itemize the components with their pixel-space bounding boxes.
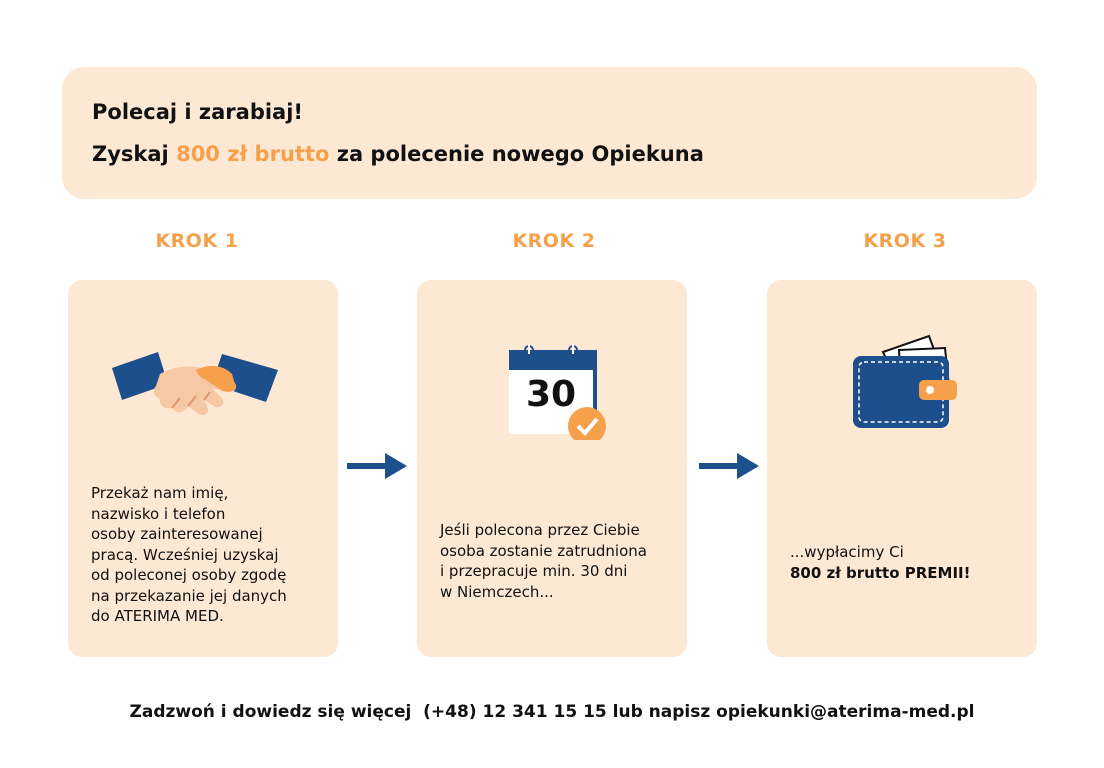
calendar-day: 30: [525, 374, 577, 415]
arrow-right-icon: [699, 452, 759, 480]
step-3-title: KROK 3: [863, 230, 947, 252]
step-3-text: [790, 542, 970, 583]
header-subtitle-prefix: Zyskaj: [92, 142, 169, 166]
step-1-text: Przekaż nam imię, nazwisko i telefon osoby zainteresowanej pracą. Wcześniej uzyskaj od poleconej osoby zgodę na przekazanie jej danych do ATERIMA MED.: [91, 484, 287, 625]
header-banner: [62, 67, 1037, 199]
footer-contact: Zadzwoń i dowiedz się więcej (+48) 12 341 15 15 lub napisz opiekunki@aterima-med.pl: [129, 702, 975, 722]
header-subtitle-suffix: za polecenie nowego Opiekuna: [336, 142, 704, 166]
step-3-text-bonus: 800 zł brutto PREMII!: [790, 563, 971, 582]
step-2-card: [417, 280, 687, 657]
step-2-title: KROK 2: [512, 230, 596, 252]
step-2-text: Jeśli polecona przez Ciebie osoba zostanie zatrudniona i przepracuje min. 30 dni w Niemczech...: [440, 521, 647, 601]
arrow-right-icon: [347, 452, 407, 480]
step-1-title: KROK 1: [155, 230, 239, 252]
step-1-card: [68, 280, 338, 657]
handshake-icon: [108, 348, 288, 428]
header-amount: 800 zł brutto: [176, 142, 330, 166]
wallet-icon: [849, 332, 959, 432]
step-3-text-prefix: ...wypłacimy Ci: [790, 543, 904, 561]
header-title: Polecaj i zarabiaj!: [92, 100, 303, 124]
calendar-check-icon: [507, 340, 607, 440]
step-3-card: [767, 280, 1037, 657]
header-subtitle: [92, 142, 704, 166]
